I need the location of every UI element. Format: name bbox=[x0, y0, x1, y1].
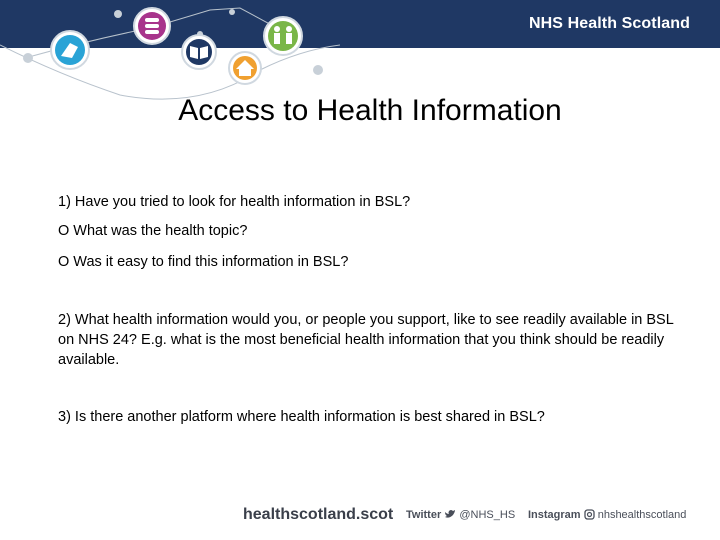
twitter-handle: @NHS_HS bbox=[459, 509, 516, 521]
hand-icon bbox=[51, 31, 89, 69]
instagram-label: Instagram bbox=[528, 509, 581, 521]
instagram-handle: nhshealthscotland bbox=[597, 509, 687, 521]
footer-website[interactable]: healthscotland.scot bbox=[243, 506, 394, 523]
instagram-icon bbox=[584, 509, 595, 520]
footer-twitter[interactable] bbox=[406, 509, 515, 521]
database-icon bbox=[134, 8, 170, 44]
family-icon bbox=[264, 17, 302, 55]
question-2: 2) What health information would you, or people you support, like to see readily available in BSL on NHS 24? E.g. what is the most beneficial health information that you think should be readily available. bbox=[58, 312, 674, 368]
question-1: 1) Have you tried to look for health information in BSL? bbox=[58, 194, 411, 210]
brand-name: NHS Health Scotland bbox=[528, 15, 690, 32]
question-1b: O Was it easy to find this information in BSL? bbox=[58, 254, 349, 270]
footer bbox=[0, 506, 720, 526]
book-icon bbox=[182, 35, 216, 69]
slide-title: Access to Health Information bbox=[178, 94, 562, 127]
footer-instagram[interactable] bbox=[528, 509, 686, 521]
twitter-bird-icon bbox=[444, 509, 456, 520]
header-graphic bbox=[0, 0, 340, 100]
question-3: 3) Is there another platform where health information is best shared in BSL? bbox=[58, 409, 545, 425]
twitter-label: Twitter bbox=[406, 509, 442, 521]
question-1a: O What was the health topic? bbox=[58, 223, 248, 239]
home-icon bbox=[229, 52, 261, 84]
